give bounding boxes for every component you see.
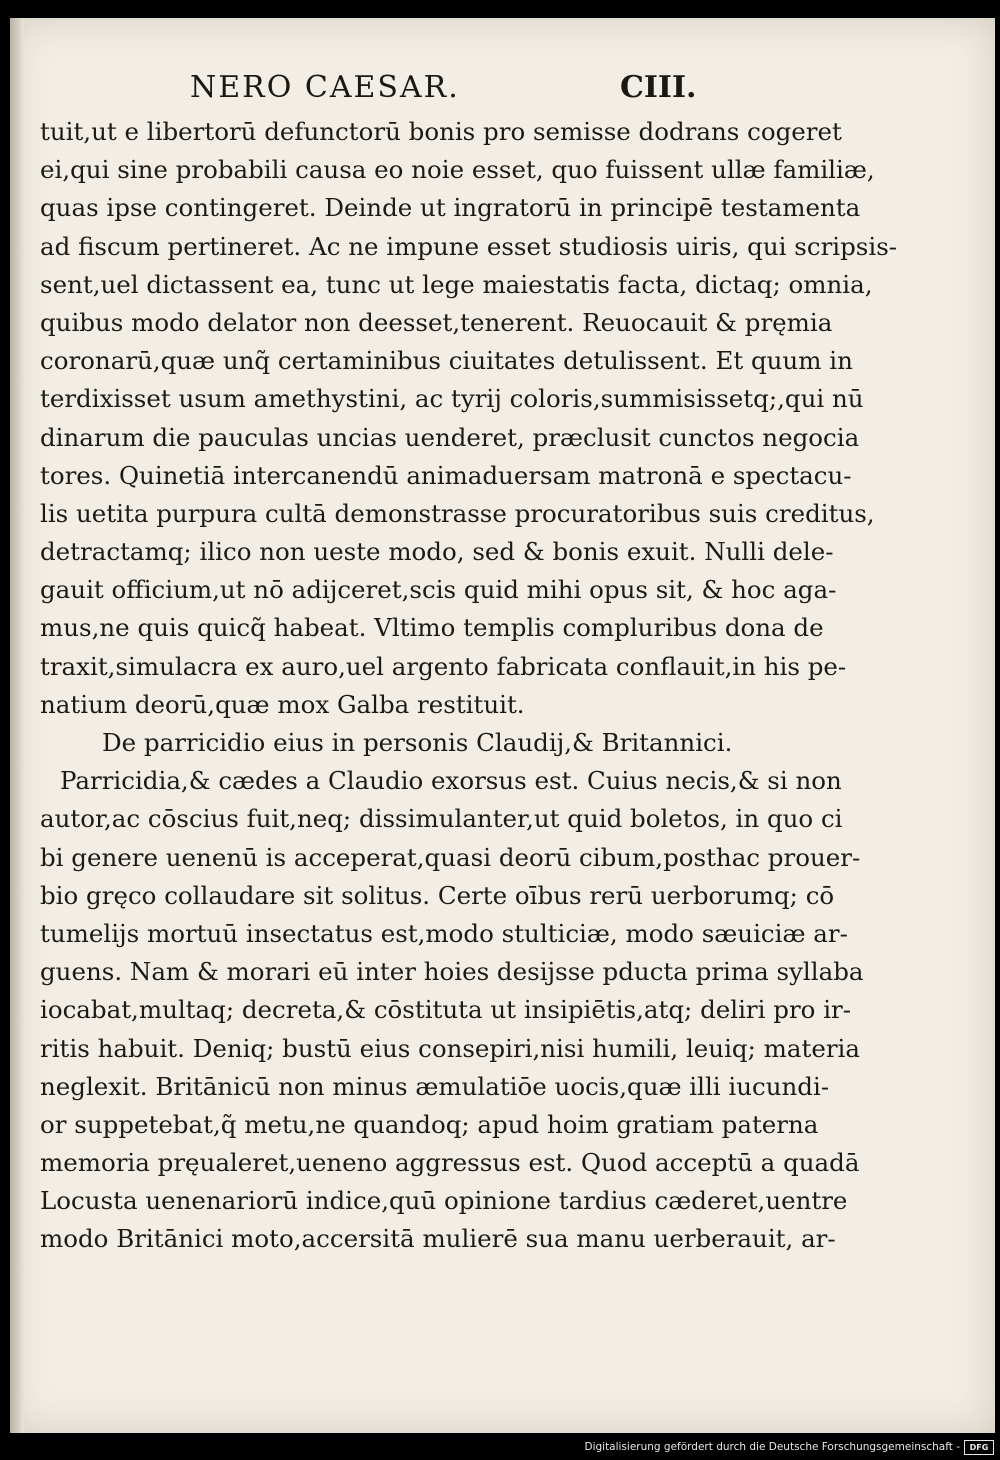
- text-line: autor,ac cōscius fuit,neq; dissimulanter,ut quid boletos, in quo ci: [40, 804, 843, 834]
- text-line: bio gręco collaudare sit solitus. Certe oībus rerū uerborumq; cō: [40, 880, 835, 910]
- text-line: mus,ne quis quicq̃ habeat. Vltimo templis compluribus dona de: [40, 613, 824, 643]
- section-heading: De parricidio eius in personis Claudij,& Britannici.: [102, 728, 733, 757]
- footer-bar: [0, 1433, 1000, 1460]
- page-gutter-edge: [10, 18, 24, 1433]
- text-line: Parricidia,& cædes a Claudio exorsus est. Cuius necis,& si non: [60, 766, 842, 796]
- text-line: neglexit. Britānicū non minus æmulatiōe uocis,quæ illi iucundi-: [40, 1071, 830, 1101]
- text-line: traxit,simulacra ex auro,uel argento fabricata conflauit,in his pe-: [40, 651, 847, 681]
- text-line: sent,uel dictassent ea, tunc ut lege maiestatis facta, dictaq; omnia,: [40, 269, 873, 299]
- running-title: NERO CAESAR.: [190, 70, 460, 105]
- text-line: modo Britānici moto,accersitā mulierē sua manu uerberauit, ar-: [40, 1224, 836, 1254]
- text-line: quas ipse contingeret. Deinde ut ingratorū in principē testamenta: [40, 193, 861, 223]
- text-line: iocabat,multaq; decreta,& cōstituta ut insipiētis,atq; deliri pro ir-: [40, 995, 852, 1025]
- text-line: dinarum die pauculas uncias uenderet, præclusit cunctos negocia: [40, 422, 860, 452]
- text-line: natium deorū,quæ mox Galba restituit.: [40, 689, 525, 719]
- text-line: terdixisset usum amethystini, ac tyrij coloris,summisissetq;,qui nū: [40, 384, 864, 414]
- text-line: coronarū,quæ unq̃ certaminibus ciuitates detulissent. Et quum in: [40, 346, 853, 376]
- text-line: Locusta uenenariorū indice,quū opinione tardius cæderet,uentre: [40, 1186, 848, 1216]
- running-head: [10, 66, 995, 116]
- text-line: detractamq; ilico non ueste modo, sed & bonis exuit. Nulli dele-: [40, 537, 834, 567]
- folio-number: CIII.: [620, 70, 697, 105]
- text-line: ad fiscum pertineret. Ac ne impune esset studiosis uiris, qui scripsis-: [40, 231, 898, 261]
- funding-credit: Digitalisierung gefördert durch die Deutsche Forschungsgemeinschaft -: [584, 1441, 960, 1453]
- dfg-logo-icon: DFG: [964, 1440, 994, 1455]
- text-line: guens. Nam & morari eū inter hoies desijsse pducta prima syllaba: [40, 957, 864, 987]
- text-line: gauit officium,ut nō adijceret,scis quid mihi opus sit, & hoc aga-: [40, 575, 837, 605]
- text-line: memoria pręualeret,ueneno aggressus est. Quod acceptū a quadā: [40, 1148, 860, 1178]
- text-line: tuit,ut e libertorū defunctorū bonis pro semisse dodrans cogeret: [40, 117, 842, 146]
- text-block: [40, 113, 898, 1259]
- text-line: quibus modo delator non deesset,tenerent. Reuocauit & pręmia: [40, 307, 833, 337]
- text-line: tumelijs mortuū insectatus est,modo stulticiæ, modo sæuiciæ ar-: [40, 918, 848, 948]
- text-line: bi genere uenenū is acceperat,quasi deorū cibum,posthac prouer-: [40, 842, 861, 872]
- book-page: [10, 18, 995, 1433]
- text-line: lis uetita purpura cultā demonstrasse procuratoribus suis creditus,: [40, 498, 875, 528]
- text-line: ritis habuit. Deniq; bustū eius consepiri,nisi humili, leuiq; materia: [40, 1033, 860, 1063]
- text-line: ei,qui sine probabili causa eo noie esset, quo fuissent ullæ familiæ,: [40, 155, 875, 185]
- text-line: tores. Quinetiā intercanendū animaduersam matronā e spectacu-: [40, 460, 852, 490]
- text-line: or suppetebat,q̃ metu,ne quandoq; apud hoim gratiam paterna: [40, 1109, 819, 1139]
